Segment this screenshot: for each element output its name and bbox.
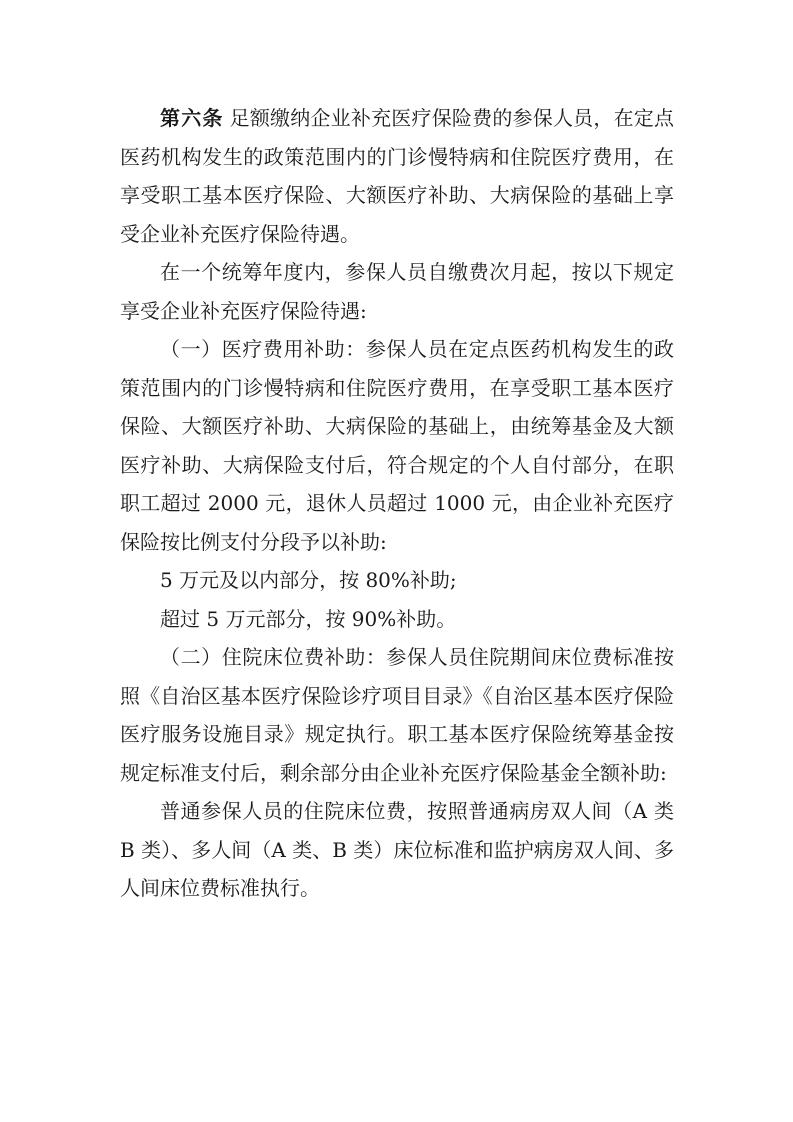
- article-paragraph: [120, 99, 674, 253]
- article-text: 足额缴纳企业补充医疗保险费的参保人员，在定点医药机构发生的政策范围内的门诊慢特病和住院医疗费用，在享受职工基本医疗保险、大额医疗补助、大病保险的基础上享受企业补充医疗保险待遇。: [120, 106, 674, 246]
- article-label: 第六条: [160, 106, 224, 130]
- paragraph-tier-2: 超过 5 万元部分，按 90%补助。: [160, 606, 457, 631]
- paragraph-period: 在一个统筹年度内，参保人员自缴费次月起，按以下规定享受企业补充医疗保险待遇:: [120, 260, 674, 323]
- document-body: [120, 99, 674, 908]
- paragraph-bed-standard: 普通参保人员的住院床位费，按照普通病房双人间（A 类 B 类）、多人间（A 类、B 类）床位标准和监护病房双人间、多人间床位费标准执行。: [120, 799, 674, 900]
- paragraph-bed-subsidy: （二）住院床位费补助：参保人员住院期间床位费标准按照《自治区基本医疗保险诊疗项目目录》《自治区基本医疗保险医疗服务设施目录》规定执行。职工基本医疗保险统筹基金按规定标准支付后，剩余部分由企业补充医疗保险基金全额补助:: [120, 645, 674, 785]
- paragraph-tier-1: 5 万元及以内部分，按 80%补助;: [160, 568, 457, 592]
- paragraph-medical-subsidy: （一）医疗费用补助：参保人员在定点医药机构发生的政策范围内的门诊慢特病和住院医疗费用，在享受职工基本医疗保险、大额医疗补助、大病保险的基础上，由统筹基金及大额医疗补助、大病保险支付后，符合规定的个人自付部分，在职职工超过 2000 元，退休人员超过 1000 元，由企业补充医疗保险按比例支付分段予以补助:: [120, 337, 674, 554]
